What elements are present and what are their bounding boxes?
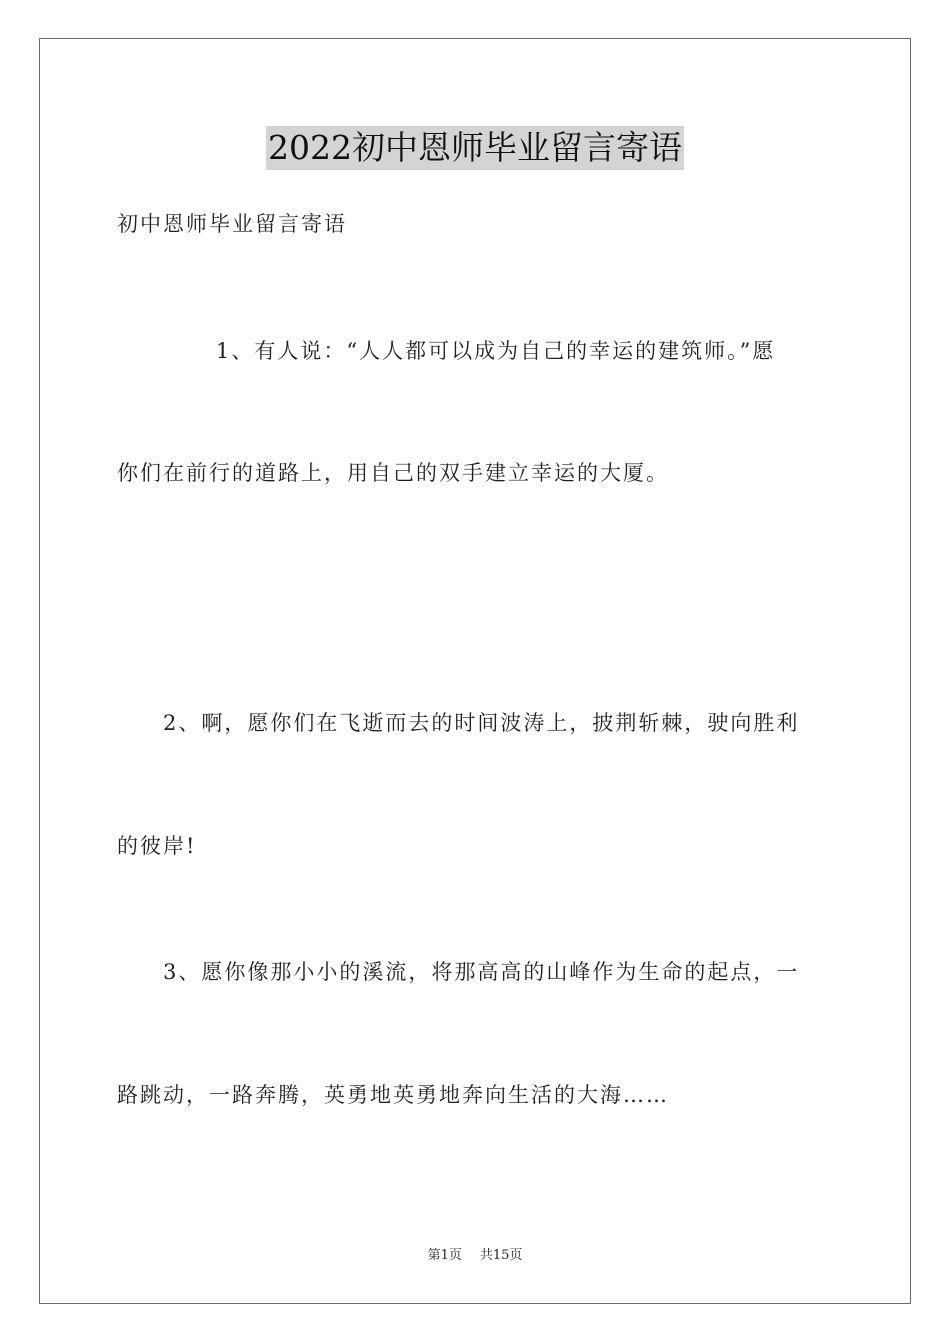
document-title: 2022初中恩师毕业留言寄语 [266, 126, 684, 170]
title-container [0, 126, 950, 170]
paragraph-2-line-2: 的彼岸! [117, 834, 197, 858]
paragraph-3-line-2: 路跳动，一路奔腾，英勇地英勇地奔向生活的大海…… [117, 1083, 669, 1107]
document-subtitle: 初中恩师毕业留言寄语 [117, 212, 347, 236]
paragraph-1-line-1: 1、有人说：“人人都可以成为自己的幸运的建筑师。”愿 [216, 339, 776, 363]
page-count: 共15页 [479, 1248, 523, 1263]
page-number: 第1页 [427, 1248, 462, 1263]
paragraph-2-line-1: 2、啊，愿你们在飞逝而去的时间波涛上，披荆斩棘，驶向胜利 [163, 711, 800, 735]
page-footer [0, 1247, 950, 1265]
paragraph-1-line-2: 你们在前行的道路上，用自己的双手建立幸运的大厦。 [117, 461, 669, 485]
paragraph-3-line-1: 3、愿你像那小小的溪流，将那高高的山峰作为生命的起点，一 [163, 960, 800, 984]
